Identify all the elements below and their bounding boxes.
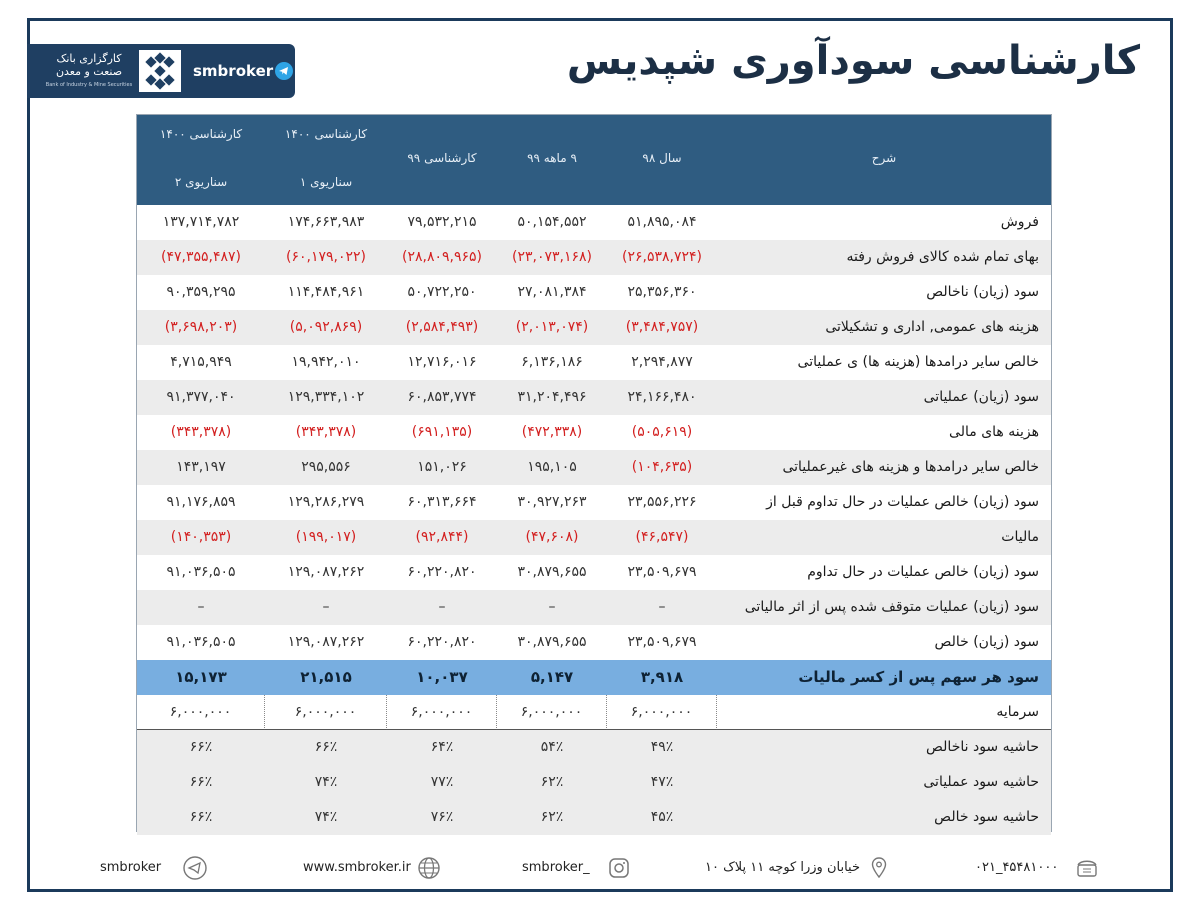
table-cell: (۶۰,۱۷۹,۰۲۲) bbox=[286, 249, 366, 265]
row-label: حاشیه سود خالص bbox=[934, 809, 1039, 825]
table-cell: (۱۹۹,۰۱۷) bbox=[295, 529, 357, 545]
table-cell: ۱۳۷,۷۱۴,۷۸۲ bbox=[162, 214, 240, 230]
table-cell: ۶۰,۸۵۳,۷۷۴ bbox=[407, 389, 477, 405]
footer-telegram[interactable]: smbroker bbox=[100, 860, 162, 875]
column-header bbox=[497, 115, 607, 205]
table-cell: (۱۰۴,۶۳۵) bbox=[631, 459, 693, 475]
table-cell: ۶,۱۳۶,۱۸۶ bbox=[521, 354, 583, 370]
table-cell: ۱۹۵,۱۰۵ bbox=[527, 459, 577, 475]
table-cell: – bbox=[438, 599, 446, 615]
telegram-icon bbox=[275, 62, 293, 80]
row-label: خالص سایر درامدها و هزینه های غیرعملیاتی bbox=[782, 459, 1039, 475]
table-cell: ۶۴٪ bbox=[430, 739, 454, 755]
row-label: سود هر سهم پس از کسر مالیات bbox=[798, 668, 1039, 686]
table-cell: (۶۹۱,۱۳۵) bbox=[411, 424, 473, 440]
row-label: سود (زیان) ناخالص bbox=[926, 284, 1039, 300]
table-cell: ۴,۷۱۵,۹۴۹ bbox=[170, 354, 232, 370]
logo-mark-icon bbox=[139, 50, 181, 92]
table-cell: ۱۵۱,۰۲۶ bbox=[417, 459, 467, 475]
profit-table bbox=[136, 114, 1052, 832]
table-cell: ۹۱,۰۳۶,۵۰۵ bbox=[166, 634, 236, 650]
table-cell: ۷۹,۵۳۲,۲۱۵ bbox=[407, 214, 477, 230]
table-cell: ۱۲,۷۱۶,۰۱۶ bbox=[407, 354, 477, 370]
row-label: هزینه های مالی bbox=[949, 424, 1039, 440]
table-cell: ۱۹,۹۴۲,۰۱۰ bbox=[291, 354, 361, 370]
table-cell: ۲,۲۹۴,۸۷۷ bbox=[631, 354, 693, 370]
column-header bbox=[265, 115, 387, 205]
table-cell: ۱۲۹,۲۸۶,۲۷۹ bbox=[287, 494, 365, 510]
footer-phone: ۰۲۱_۴۵۴۸۱۰۰۰ bbox=[975, 860, 1059, 875]
table-cell: (۳۴۳,۳۷۸) bbox=[170, 424, 232, 440]
column-header-label: ۹ ماهه ۹۹ bbox=[527, 151, 577, 165]
table-cell: (۴۷,۶۰۸) bbox=[525, 529, 579, 545]
table-row bbox=[137, 380, 1051, 415]
row-label: سرمایه bbox=[996, 704, 1039, 720]
table-row bbox=[137, 345, 1051, 380]
table-cell: ۶۶٪ bbox=[189, 809, 213, 825]
table-row bbox=[137, 520, 1051, 555]
table-cell: (۱۴۰,۳۵۳) bbox=[170, 529, 232, 545]
footer-instagram[interactable]: smbroker_ bbox=[522, 860, 590, 875]
logo-en-text: Bank of Industry & Mine Securities bbox=[45, 82, 133, 88]
table-cell: ۷۷٪ bbox=[430, 774, 454, 790]
table-cell: ۶,۰۰۰,۰۰۰ bbox=[265, 695, 387, 730]
table-cell: ۳۱,۲۰۴,۴۹۶ bbox=[517, 389, 587, 405]
table-cell: ۱۲۹,۰۸۷,۲۶۲ bbox=[287, 564, 365, 580]
table-cell: ۶,۰۰۰,۰۰۰ bbox=[607, 695, 717, 730]
table-cell: ۲۹۵,۵۵۶ bbox=[301, 459, 351, 475]
table-cell: ۶,۰۰۰,۰۰۰ bbox=[387, 695, 497, 730]
table-cell: (۵,۰۹۲,۸۶۹) bbox=[289, 319, 363, 335]
table-cell: ۶۶٪ bbox=[189, 774, 213, 790]
footer-website[interactable]: www.smbroker.ir bbox=[303, 860, 411, 875]
table-cell: ۲۳,۵۰۹,۶۷۹ bbox=[627, 564, 697, 580]
table-row bbox=[137, 310, 1051, 345]
table-cell: ۱۲۹,۳۳۴,۱۰۲ bbox=[287, 389, 365, 405]
table-row bbox=[137, 275, 1051, 310]
table-row bbox=[137, 625, 1051, 660]
table-cell: ۶۰,۳۱۳,۶۶۴ bbox=[407, 494, 477, 510]
table-row bbox=[137, 415, 1051, 450]
table-cell: ۲۱,۵۱۵ bbox=[300, 668, 352, 686]
table-cell: (۴۷۲,۳۳۸) bbox=[521, 424, 583, 440]
table-cell: ۶۰,۲۲۰,۸۲۰ bbox=[407, 564, 477, 580]
column-header-line1: کارشناسی ۱۴۰۰ bbox=[284, 127, 368, 141]
location-pin-icon bbox=[867, 856, 891, 880]
table-cell: ۲۳,۵۵۶,۲۲۶ bbox=[627, 494, 697, 510]
table-cell: ۴۷٪ bbox=[650, 774, 674, 790]
table-row bbox=[137, 590, 1051, 625]
table-cell: ۱۷۴,۶۶۳,۹۸۳ bbox=[287, 214, 365, 230]
row-label: مالیات bbox=[1001, 529, 1039, 545]
table-cell: (۹۲,۸۴۴) bbox=[415, 529, 469, 545]
column-header bbox=[717, 115, 1051, 205]
table-cell: ۱۱۴,۴۸۴,۹۶۱ bbox=[287, 284, 365, 300]
table-row bbox=[137, 205, 1051, 240]
table-cell: ۶۶٪ bbox=[189, 739, 213, 755]
column-header-line2: سناریوی ۱ bbox=[299, 175, 353, 189]
table-cell: ۵۰,۷۲۲,۲۵۰ bbox=[407, 284, 477, 300]
table-cell: (۲۸,۸۰۹,۹۶۵) bbox=[402, 249, 482, 265]
table-cell: ۳۰,۹۲۷,۲۶۳ bbox=[517, 494, 587, 510]
column-header-label: کارشناسی ۹۹ bbox=[407, 151, 477, 165]
row-label: حاشیه سود ناخالص bbox=[926, 739, 1039, 755]
table-cell: (۳۴۳,۳۷۸) bbox=[295, 424, 357, 440]
row-label: هزینه های عمومی, اداری و تشکیلاتی bbox=[825, 319, 1039, 335]
logo-fa-text: کارگزاری بانک صنعت و معدن bbox=[55, 52, 123, 78]
column-header-label: شرح bbox=[871, 151, 897, 165]
table-cell: (۴۷,۳۵۵,۴۸۷) bbox=[161, 249, 241, 265]
table-cell: ۵۴٪ bbox=[540, 739, 564, 755]
table-cell: ۲۳,۵۰۹,۶۷۹ bbox=[627, 634, 697, 650]
globe-icon bbox=[417, 856, 441, 880]
column-header-line1: کارشناسی ۱۴۰۰ bbox=[159, 127, 243, 141]
table-cell: ۷۴٪ bbox=[314, 809, 338, 825]
row-label: سود (زیان) خالص عملیات در حال تداوم bbox=[807, 564, 1039, 580]
table-cell: ۶۲٪ bbox=[540, 809, 564, 825]
table-cell: (۳,۶۹۸,۲۰۳) bbox=[164, 319, 238, 335]
table-header bbox=[137, 115, 1051, 205]
table-cell: (۲۳,۰۷۳,۱۶۸) bbox=[512, 249, 592, 265]
table-cell: ۲۷,۰۸۱,۳۸۴ bbox=[517, 284, 587, 300]
row-label: سود (زیان) عملیاتی bbox=[923, 389, 1039, 405]
table-cell: ۶,۰۰۰,۰۰۰ bbox=[137, 695, 265, 730]
table-cell: ۲۴,۱۶۶,۴۸۰ bbox=[627, 389, 697, 405]
row-label: سود (زیان) خالص bbox=[934, 634, 1039, 650]
table-cell: ۳۰,۸۷۹,۶۵۵ bbox=[517, 564, 587, 580]
table-row bbox=[137, 485, 1051, 520]
table-cell: ۵,۱۴۷ bbox=[530, 668, 574, 686]
table-cell: – bbox=[322, 599, 330, 615]
margin-row bbox=[137, 800, 1051, 835]
logo bbox=[27, 44, 295, 98]
telegram-footer-icon bbox=[183, 856, 207, 880]
row-label: سود (زیان) عملیات متوقف شده پس از اثر مالیاتی bbox=[744, 599, 1039, 615]
row-label: بهای تمام شده کالای فروش رفته bbox=[846, 249, 1039, 265]
table-cell: ۹۱,۱۷۶,۸۵۹ bbox=[166, 494, 236, 510]
row-label: حاشیه سود عملیاتی bbox=[923, 774, 1039, 790]
table-cell: – bbox=[197, 599, 205, 615]
table-cell: ۴۵٪ bbox=[650, 809, 674, 825]
footer-address: خیابان وزرا کوچه ۱۱ پلاک ۱۰ bbox=[704, 860, 860, 875]
table-cell: (۲,۰۱۳,۰۷۴) bbox=[515, 319, 589, 335]
phone-icon bbox=[1075, 856, 1099, 880]
margin-row bbox=[137, 730, 1051, 765]
column-header bbox=[387, 115, 497, 205]
table-cell: (۴۶,۵۴۷) bbox=[635, 529, 689, 545]
table-cell: ۵۰,۱۵۴,۵۵۲ bbox=[517, 214, 587, 230]
column-header bbox=[607, 115, 717, 205]
table-row bbox=[137, 555, 1051, 590]
table-cell: (۵۰۵,۶۱۹) bbox=[631, 424, 693, 440]
table-cell: ۴۹٪ bbox=[650, 739, 674, 755]
table-cell: – bbox=[548, 599, 556, 615]
table-cell: ۲۵,۳۵۶,۳۶۰ bbox=[627, 284, 697, 300]
table-cell: ۳,۹۱۸ bbox=[640, 668, 684, 686]
table-cell: ۶۲٪ bbox=[540, 774, 564, 790]
table-cell: ۱۵,۱۷۳ bbox=[175, 668, 227, 686]
table-row bbox=[137, 450, 1051, 485]
column-header-line2: سناریوی ۲ bbox=[174, 175, 228, 189]
table-cell: ۵۱,۸۹۵,۰۸۴ bbox=[627, 214, 697, 230]
table-cell: ۷۴٪ bbox=[314, 774, 338, 790]
table-cell: ۱۰,۰۳۷ bbox=[416, 668, 468, 686]
column-header bbox=[137, 115, 265, 205]
table-cell: – bbox=[658, 599, 666, 615]
column-header-label: سال ۹۸ bbox=[642, 151, 682, 165]
instagram-icon bbox=[607, 856, 631, 880]
table-cell: ۱۲۹,۰۸۷,۲۶۲ bbox=[287, 634, 365, 650]
page-title: کارشناسی سودآوری شپدیس bbox=[566, 38, 1140, 84]
table-cell: ۶۰,۲۲۰,۸۲۰ bbox=[407, 634, 477, 650]
row-label: فروش bbox=[1000, 214, 1039, 230]
table-cell: ۱۴۳,۱۹۷ bbox=[176, 459, 226, 475]
table-row bbox=[137, 240, 1051, 275]
table-cell: ۳۰,۸۷۹,۶۵۵ bbox=[517, 634, 587, 650]
row-label: خالص سایر درامدها (هزینه ها) ی عملیاتی bbox=[797, 354, 1039, 370]
table-cell: ۶۶٪ bbox=[314, 739, 338, 755]
table-cell: ۹۰,۳۵۹,۲۹۵ bbox=[166, 284, 236, 300]
table-cell: (۲۶,۵۳۸,۷۲۴) bbox=[622, 249, 702, 265]
table-cell: (۳,۴۸۴,۷۵۷) bbox=[625, 319, 699, 335]
table-cell: (۲,۵۸۴,۴۹۳) bbox=[405, 319, 479, 335]
table-cell: ۶,۰۰۰,۰۰۰ bbox=[497, 695, 607, 730]
logo-brand: smbroker bbox=[193, 62, 274, 80]
eps-row bbox=[137, 660, 1051, 695]
capital-row bbox=[137, 695, 1051, 730]
table-cell: ۹۱,۰۳۶,۵۰۵ bbox=[166, 564, 236, 580]
table-cell: ۹۱,۳۷۷,۰۴۰ bbox=[166, 389, 236, 405]
row-label: سود (زیان) خالص عملیات در حال تداوم قبل از bbox=[766, 494, 1039, 510]
table-cell: ۷۶٪ bbox=[430, 809, 454, 825]
margin-row bbox=[137, 765, 1051, 800]
